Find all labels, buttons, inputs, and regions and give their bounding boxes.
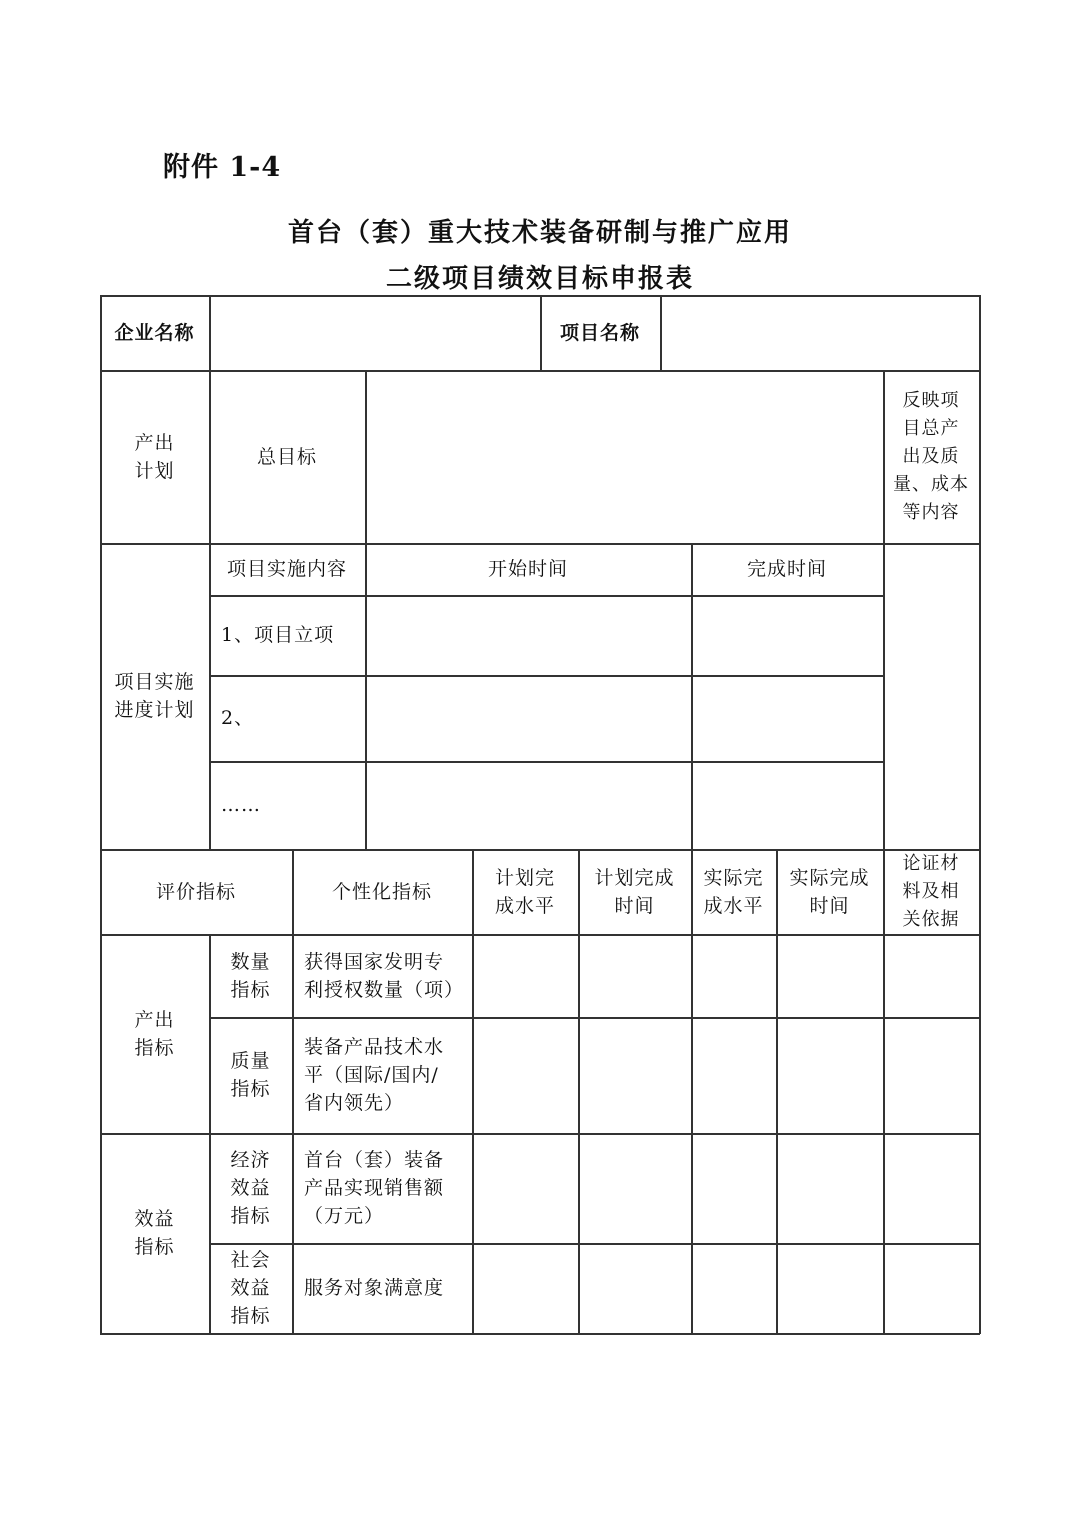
indicator-name: 首台（套）装备 产品实现销售额 （万元） [304,1149,445,1227]
output-plan-label: 产出 计划 [134,431,175,482]
schedule-header-content: 项目实施内容 [226,558,347,580]
company-name-field[interactable] [209,295,540,370]
indicator-name: 获得国家发明专 利授权数量（项） [304,950,465,1001]
company-name-label: 企业名称 [114,321,195,344]
indicator-category: 质量 指标 [230,1050,271,1100]
indicator-header-planned-time: 计划完成 时间 [594,866,675,917]
indicator-header-evidence: 论证材 料及相 关依据 [902,852,960,930]
indicator-category: 社会 效益 指标 [230,1249,271,1327]
schedule-item: 2、 [221,707,255,729]
indicator-name: 装备产品技术水 平（国际/国内/ 省内领先） [304,1036,445,1114]
attachment-label: 附件 1-4 [163,152,282,183]
output-indicator-label: 产出 指标 [134,1008,175,1059]
schedule-header-start: 开始时间 [487,558,568,580]
indicator-header-planned-level: 计划完 成水平 [494,866,555,917]
indicator-header-actual-time: 实际完成 时间 [789,866,870,917]
project-name-label: 项目名称 [559,321,640,344]
schedule-item: …… [221,794,261,816]
schedule-header-end: 完成时间 [746,558,827,580]
overall-goal-note: 反映项 目总产 出及质 量、成本 等内容 [893,389,969,523]
schedule-label: 项目实施 进度计划 [114,671,195,721]
project-name-field[interactable] [660,295,979,370]
indicator-header-actual-level: 实际完 成水平 [703,866,764,917]
overall-goal-label: 总目标 [256,445,317,468]
indicator-category: 经济 效益 指标 [230,1149,271,1227]
indicator-header-custom: 个性化指标 [331,880,432,903]
indicator-category: 数量 指标 [230,950,271,1001]
indicator-header-evaluation: 评价指标 [155,880,236,903]
form-subtitle: 二级项目绩效目标申报表 [385,264,694,294]
indicator-name: 服务对象满意度 [304,1277,445,1299]
schedule-item: 1、项目立项 [221,624,335,646]
benefit-indicator-label: 效益 指标 [134,1208,175,1258]
overall-goal-field[interactable] [365,370,883,543]
form-title: 首台（套）重大技术装备研制与推广应用 [287,218,792,248]
